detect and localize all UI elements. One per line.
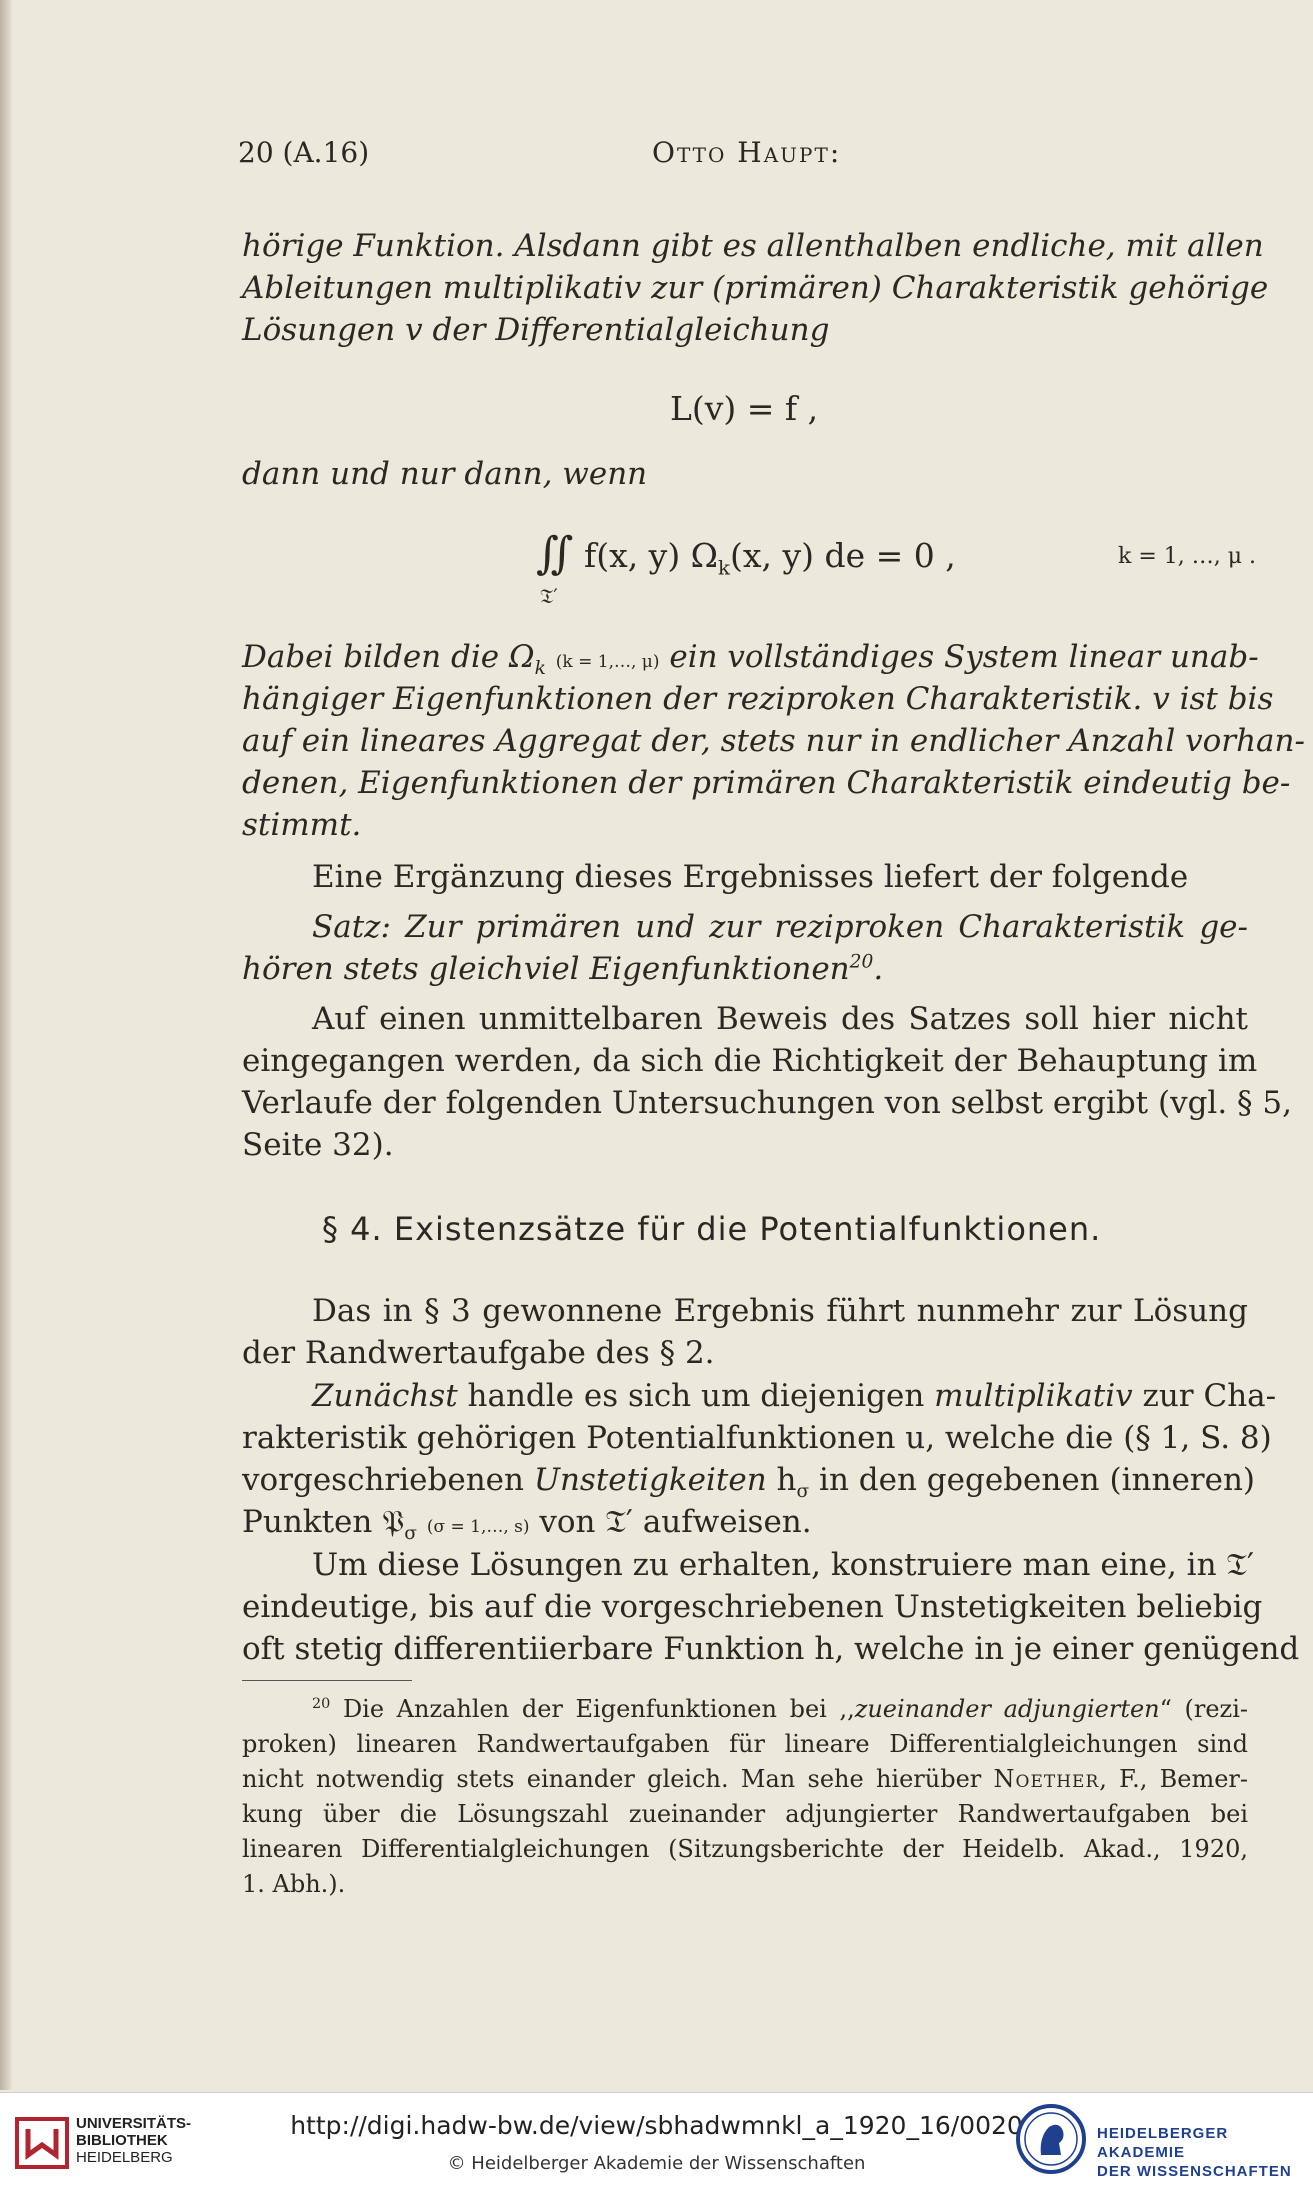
academy-seal-icon xyxy=(1015,2103,1087,2175)
text-line: oft stetig differentiierbare Funktion h, welche in je einer genügend xyxy=(242,1631,1300,1667)
equation-index-range: k = 1, …, μ . xyxy=(1118,544,1257,569)
text-line: Punkten 𝔓$_\sigma$ (σ = 1,…, s) von 𝔗′ aufweisen. xyxy=(242,1504,812,1545)
footnote-line: nicht notwendig stets einander gleich. Man sehe hierüber Noether, F., Bemer- xyxy=(242,1765,1248,1793)
theorem-line: Satz: Zur primären und zur reziproken Charakteristik ge- xyxy=(312,909,1248,945)
text-line: eindeutige, bis auf die vorgeschriebenen Unstetigkeiten beliebig xyxy=(242,1589,1263,1625)
paper-edge xyxy=(0,0,12,2090)
university-library-name: UNIVERSITÄTS- BIBLIOTHEK HEIDELBERG xyxy=(76,2115,192,2166)
text-line: Zunächst handle es sich um diejenigen multiplikativ zur Cha- xyxy=(312,1378,1277,1414)
text-line: Lösungen v der Differentialgleichung xyxy=(242,312,830,348)
copyright-notice: © Heidelberger Akademie der Wissenschaften xyxy=(447,2153,866,2174)
text-line: stimmt. xyxy=(242,807,362,843)
equation-lv-f: L(v) = f , xyxy=(670,389,819,428)
footnote-line: $^{20}$ Die Anzahlen der Eigenfunktionen bei ,,zueinander adjungierten“ (rezi- xyxy=(312,1695,1248,1723)
page-reference: 20 (A.16) xyxy=(238,136,370,169)
text-line: Auf einen unmittelbaren Beweis des Satzes soll hier nicht xyxy=(312,1001,1248,1037)
footnote-line: linearen Differentialgleichungen (Sitzungsberichte der Heidelb. Akad., 1920, xyxy=(242,1835,1248,1863)
text-line: auf ein lineares Aggregat der, stets nur in endlicher Anzahl vorhan- xyxy=(242,723,1305,759)
text-line: dann und nur dann, wenn xyxy=(242,456,648,492)
text-line: hängiger Eigenfunktionen der reziproken Charakteristik. v ist bis xyxy=(242,681,1274,717)
running-head-author: Otto Haupt: xyxy=(652,136,842,169)
text-line: eingegangen werden, da sich die Richtigkeit der Behauptung im xyxy=(242,1043,1258,1079)
text-line: denen, Eigenfunktionen der primären Charakteristik eindeutig be- xyxy=(242,765,1291,801)
text-line: Verlaufe der folgenden Untersuchungen von selbst ergibt (vgl. § 5, xyxy=(242,1085,1292,1121)
double-integral-sign: ∬ xyxy=(536,528,574,579)
text-line: Das in § 3 gewonnene Ergebnis führt nunmehr zur Lösung xyxy=(312,1293,1248,1329)
text-line: Dabei bilden die $\Omega_k$ (k = 1,…, μ) ein vollständiges System linear unab- xyxy=(242,639,1259,680)
integration-domain: 𝔗′ xyxy=(540,584,558,608)
text-line: Um diese Lösungen zu erhalten, konstruiere man eine, in 𝔗′ xyxy=(312,1547,1254,1583)
footnote-line: 1. Abh.). xyxy=(242,1870,346,1898)
text-line: vorgeschriebenen Unstetigkeiten $h_\sigma$ in den gegebenen (inneren) xyxy=(242,1462,1256,1503)
text-line: Ableitungen multiplikativ zur (primären) Charakteristik gehörige xyxy=(242,270,1269,306)
footnote-line: kung über die Lösungszahl zueinander adjungierter Randwertaufgaben bei xyxy=(242,1800,1248,1828)
footnote-line: proken) linearen Randwertaufgaben für lineare Differentialgleichungen sind xyxy=(242,1730,1248,1758)
academy-name: HEIDELBERGER AKADEMIE DER WISSENSCHAFTEN xyxy=(1097,2125,1292,2180)
permalink-url[interactable]: http://digi.hadw-bw.de/view/sbhadwmnkl_a_1920_16/0020 xyxy=(290,2111,1023,2140)
footnote-rule xyxy=(242,1680,412,1681)
footnote-reference: 20 xyxy=(849,951,874,973)
footer-bar xyxy=(0,2092,1313,2190)
text-line: Eine Ergänzung dieses Ergebnisses liefert der folgende xyxy=(312,859,1189,895)
text-line: hörige Funktion. Alsdann gibt es allenthalben endliche, mit allen xyxy=(242,228,1264,264)
equation-integral-condition: f(x, y) $\Omega_k(x$, y) de = 0 , xyxy=(584,536,956,580)
theorem-line: hören stets gleichviel Eigenfunktionen$^{20}$. xyxy=(242,951,884,987)
text-line: der Randwertaufgabe des § 2. xyxy=(242,1335,715,1371)
section-heading: § 4. Existenzsätze für die Potentialfunktionen. xyxy=(322,1210,1102,1248)
text-line: rakteristik gehörigen Potentialfunktionen u, welche die (§ 1, S. 8) xyxy=(242,1420,1272,1456)
text-line: Seite 32). xyxy=(242,1127,394,1163)
